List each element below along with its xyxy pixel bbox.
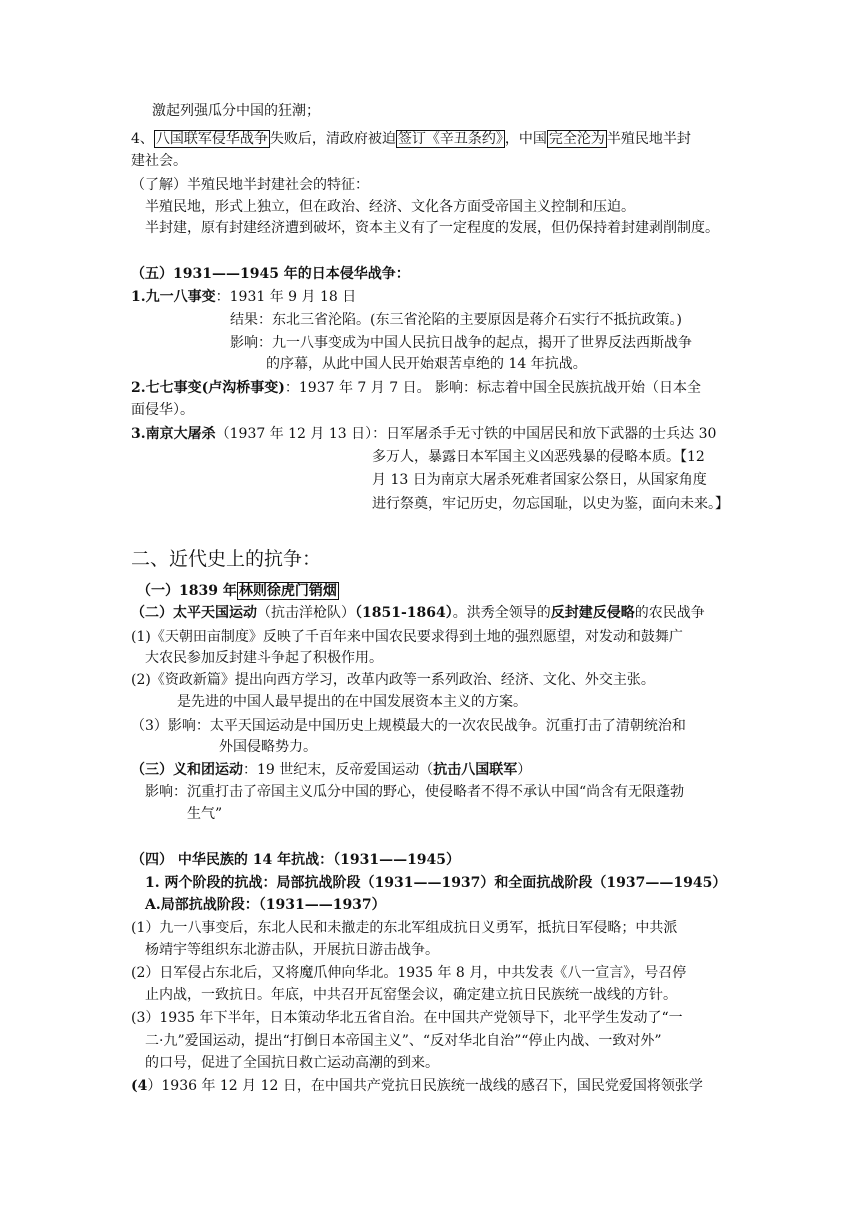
text-line: 面侵华）。 bbox=[131, 402, 194, 418]
text-line bbox=[137, 581, 339, 601]
subsection-heading: A.局部抗战阶段：（1931——1937） bbox=[145, 897, 386, 913]
boxed-term: 八国联军侵华战争 bbox=[155, 131, 268, 147]
text-line bbox=[131, 378, 701, 398]
event-name: （三）义和团运动 bbox=[131, 762, 243, 778]
section-heading: （五）1931——1945 年的日本侵华战争： bbox=[131, 266, 410, 282]
item-number: (4 bbox=[131, 1078, 148, 1094]
text-line: 止内战，一致抗日。年底，中共召开瓦窑堡会议，确定建立抗日民族统一战线的方针。 bbox=[145, 987, 677, 1003]
text-line bbox=[131, 603, 705, 623]
text-run: ）1936 年 12 月 12 日，在中国共产党抗日民族统一战线的感召下，国民党爱国将领张学 bbox=[147, 1078, 703, 1094]
text-run: （1937 年 12 月 13 日）：日军屠杀手无寸铁的中国居民和放下武器的士兵达 30 bbox=[215, 426, 717, 442]
text-run: 失败后，清政府被迫 bbox=[269, 131, 396, 147]
emphasis: 抗击八国联军 bbox=[433, 762, 518, 778]
text-line: 结果：东北三省沦陷。(东三省沦陷的主要原因是蒋介石实行不抵抗政策。) bbox=[230, 312, 682, 328]
text-line: 多万人，暴露日本军国主义凶恶残暴的侵略本质。【12 bbox=[372, 449, 705, 465]
text-run: ：1937 年 7 月 7 日。 影响：标志着中国全民族抗战开始（日本全 bbox=[284, 380, 702, 396]
event-name: 1.九一八事变 bbox=[131, 289, 216, 305]
section-heading: （四） 中华民族的 14 年抗战：（1931——1945） bbox=[131, 852, 461, 868]
boxed-term: 签订《辛丑条约》 bbox=[397, 131, 503, 147]
text-line: 二·九”爱国运动，提出“打倒日本帝国主义”、“反对华北自治”“停止内战、一致对外” bbox=[145, 1033, 662, 1049]
text-run: ，中国 bbox=[504, 131, 547, 147]
text-line: 月 13 日为南京大屠杀死难者国家公祭日，从国家角度 bbox=[372, 472, 707, 488]
text-line: (2)《资政新篇》提出向西方学习，改革内政等一系列政治、经济、文化、外交主张。 bbox=[131, 672, 655, 688]
text-run: 的农民战争 bbox=[634, 605, 705, 621]
text-run: ：19 世纪末，反帝爱国运动（ bbox=[243, 762, 434, 778]
text-line: 建社会。 bbox=[131, 153, 187, 169]
text-line: 的口号，促进了全国抗日救亡运动高潮的到来。 bbox=[145, 1055, 439, 1071]
text-line: 杨靖宇等组织东北游击队，开展抗日游击战争。 bbox=[145, 942, 439, 958]
text-run: 。洪秀全领导的 bbox=[452, 605, 551, 621]
text-line bbox=[131, 129, 691, 149]
text-run: 半殖民地半封 bbox=[606, 131, 691, 147]
text-line bbox=[131, 1076, 703, 1096]
event-name: 3.南京大屠杀 bbox=[131, 426, 216, 442]
text-line: (2）日军侵占东北后，又将魔爪伸向华北。1935 年 8 月，中共发表《八一宣言》，号召停 bbox=[131, 965, 687, 981]
text-line: 生气” bbox=[187, 806, 223, 822]
text-run: （抗击洋枪队） bbox=[257, 605, 355, 621]
part-heading: 二、近代史上的抗争： bbox=[131, 548, 322, 570]
text-line: 外国侵略势力。 bbox=[219, 739, 317, 755]
text-line bbox=[131, 287, 356, 307]
text-line: (3）1935 年下半年，日本策动华北五省自治。在中国共产党领导下，北平学生发动了“一 bbox=[131, 1010, 683, 1026]
text-line: 大农民参加反封建斗争起了积极作用。 bbox=[145, 650, 383, 666]
text-line: 半殖民地，形式上独立，但在政治、经济、文化各方面受帝国主义控制和压迫。 bbox=[145, 199, 635, 215]
text-line: 的序幕，从此中国人民开始艰苦卓绝的 14 年抗战。 bbox=[266, 356, 587, 372]
boxed-term: 林则徐虎门销烟 bbox=[238, 583, 337, 599]
text-line: 进行祭奠，牢记历史，勿忘国耻，以史为鉴，面向未来。】 bbox=[372, 496, 729, 512]
text-line: 影响：沉重打击了帝国主义瓜分中国的野心，使侵略者不得不承认中国“尚含有无限蓬勃 bbox=[145, 784, 685, 800]
item-number: 4、 bbox=[131, 131, 154, 147]
text-line: （了解）半殖民地半封建社会的特征： bbox=[131, 177, 369, 193]
text-line bbox=[131, 760, 531, 780]
text-run: ：1931 年 9 月 18 日 bbox=[215, 289, 357, 305]
event-name: （二）太平天国运动 bbox=[131, 605, 257, 621]
text-line: (1）九一八事变后，东北人民和未撤走的东北军组成抗日义勇军，抵抗日军侵略；中共派 bbox=[131, 920, 678, 936]
date-range: （1851-1864） bbox=[355, 605, 453, 621]
text-run: ） bbox=[517, 762, 532, 778]
event-name: 2.七七事变(卢沟桥事变) bbox=[131, 380, 285, 396]
text-line: 是先进的中国人最早提出的在中国发展资本主义的方案。 bbox=[177, 694, 527, 710]
text-line: 半封建，原有封建经济遭到破坏，资本主义有了一定程度的发展，但仍保持着封建剥削制度。 bbox=[145, 220, 719, 236]
text-line: （3）影响：太平天国运动是中国历史上规模最大的一次农民战争。沉重打击了清朝统治和 bbox=[131, 718, 686, 734]
text-line bbox=[131, 424, 716, 444]
text-run: （一）1839 年 bbox=[137, 583, 237, 599]
emphasis: 反封建反侵略 bbox=[550, 605, 635, 621]
boxed-term: 完全沦为 bbox=[548, 131, 605, 147]
subsection-heading: 1. 两个阶段的抗战：局部抗战阶段（1931——1937）和全面抗战阶段（1937——1945） bbox=[145, 875, 727, 891]
text-line: 激起列强瓜分中国的狂潮； bbox=[152, 103, 320, 119]
text-line: (1)《天朝田亩制度》反映了千百年来中国农民要求得到土地的强烈愿望，对发动和鼓舞广 bbox=[131, 629, 683, 645]
text-line: 影响：九一八事变成为中国人民抗日战争的起点，揭开了世界反法西斯战争 bbox=[230, 335, 692, 351]
